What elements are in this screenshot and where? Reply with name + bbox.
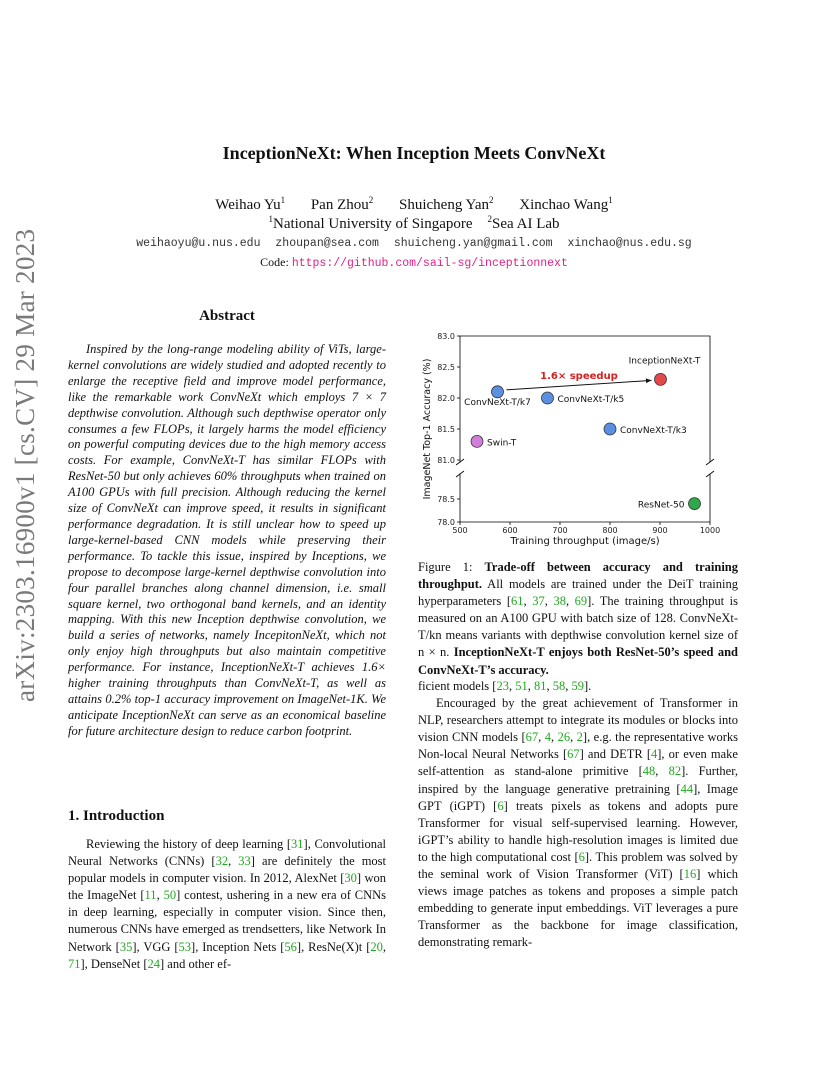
data-point [655,373,667,385]
y-tick-label: 78.0 [437,518,455,527]
citation-link[interactable]: 56 [284,939,297,954]
scatter-chart [418,328,728,548]
y-tick-label: 82.0 [437,394,455,403]
data-point [604,423,616,435]
caption-label: Figure 1: [418,560,473,574]
citation-link[interactable]: 50 [163,888,177,903]
citation-link[interactable]: 4 [544,730,551,745]
citation-link[interactable]: 58 [552,679,566,693]
caption-bold-lead: Trade-off between accuracy and training throughput. [418,560,739,592]
email-3: shuicheng.yan@gmail.com [393,237,553,250]
citation-link[interactable]: 30 [344,871,357,886]
y-axis-label: ImageNet Top-1 Accuracy (%) [422,358,433,500]
citation-link[interactable]: 61 [511,594,524,609]
arxiv-stamp: arXiv:2303.16900v1 [cs.CV] 29 Mar 2023 [10,228,40,702]
section-heading-introduction: 1. Introduction [68,808,165,824]
x-axis-label: Training throughput (image/s) [510,536,660,547]
paper-title: InceptionNeXt: When Inception Meets ConvNeXt [222,143,606,163]
data-point-label: ConvNeXt-T/k3 [620,426,687,436]
data-point-label: ResNet-50 [637,500,685,511]
citation-link[interactable]: 6 [578,849,585,864]
citation-link[interactable]: 11 [144,888,157,903]
y-tick-label: 81.0 [437,456,455,465]
author-3: Shuicheng Yan$^2$ [399,195,494,213]
figure-1-chart [418,328,728,553]
data-point-label: ConvNeXt-T/k7 [464,397,531,408]
citation-link[interactable]: 6 [497,798,504,813]
citation-link[interactable]: 2 [576,730,583,745]
data-point-label: Swin-T [487,438,517,449]
citation-link[interactable]: 67 [525,730,539,745]
email-1: weihaoyu@u.nus.edu [136,237,261,250]
citation-link[interactable]: 37 [532,594,545,609]
citation-link[interactable]: 33 [238,854,251,869]
author-4: Xinchao Wang$^1$ [519,195,613,213]
data-point [689,498,701,510]
citation-link[interactable]: 24 [147,956,160,971]
data-point [492,386,504,398]
y-tick-label: 81.5 [437,425,455,434]
email-2: zhoupan@sea.com [275,237,379,250]
citation-link[interactable]: 71 [68,956,81,971]
data-point-label: InceptionNeXt-T [628,356,701,367]
data-point-label: ConvNeXt-T/k5 [557,395,625,405]
y-tick-label: 83.0 [437,332,455,341]
x-tick-label: 800 [602,526,618,535]
citation-link[interactable]: 81 [533,679,547,693]
code-line: Code: https://github.com/sail-sg/inceptionnext [260,255,568,270]
citation-link[interactable]: 53 [178,939,192,954]
figure-caption: Figure 1: Trade-off between accuracy and training throughput. All models are trained under the DeiT training hyperparameters [61, 37, 38, 69]. The training throughput is measured on an A100 GPU with batch size of 128. ConvNeXt-T/kn means variants with depthwise convolution kernel size of n × n. InceptionNeXt-T enjoys both ResNet-50’s speed and ConvNeXt-T’s accuracy. [418,560,739,677]
citation-link[interactable]: 26 [557,730,571,745]
author-list [0,195,828,214]
y-tick-label: 78.5 [437,495,455,504]
x-tick-label: 600 [502,526,518,535]
y-tick-label: 82.5 [437,363,455,372]
citation-link[interactable]: 67 [567,747,580,762]
x-tick-label: 900 [652,526,668,535]
email-4: xinchao@nus.edu.sg [567,237,692,250]
email-list [0,237,828,250]
code-link[interactable]: https://github.com/sail-sg/inceptionnext [291,257,568,270]
abstract-heading: Abstract [199,308,255,324]
citation-link[interactable]: 82 [668,764,682,779]
citation-link[interactable]: 59 [571,679,584,693]
author-1: Weihao Yu$^1$ [215,195,286,213]
citation-link[interactable]: 16 [683,867,697,882]
citation-link[interactable]: 20 [370,939,383,954]
speedup-arrowhead [646,378,652,383]
affiliations: $^1$National University of Singapore $^2$Sea AI Lab [268,214,560,232]
data-point [471,435,483,447]
citation-link[interactable]: 48 [642,764,656,779]
plot-frame-lower [460,474,710,522]
citation-link[interactable]: 4 [651,747,658,762]
citation-link[interactable]: 69 [574,594,588,609]
caption-bold-tail: InceptionNeXt-T enjoys both ResNet-50’s speed and ConvNeXt-T’s accuracy. [418,645,738,677]
citation-link[interactable]: 35 [119,939,133,954]
x-tick-label: 1000 [699,526,721,535]
abstract-text: Inspired by the long-range modeling ability of ViTs, large-kernel convolutions are widely studied and adopted recently to enlarge the receptive field and improve model performance, like the remarkable work ConvNeXt which employs 7 × 7 depthwise convolution. Although such depthwise operator only consumes a few FLOPs, it largely harms the model efficiency on powerful computing devices due to the high memory access costs. For example, ConvNeXt-T has similar FLOPs with ResNet-50 but only achieves 60% throughputs when trained on A100 GPUs with full precision. Although reducing the kernel size of ConvNeXt can improve speed, it results in significant performance degradation. It is still unclear how to speed up large-kernel-based CNN models while preserving their performance. To tackle this issue, inspired by Inceptions, we propose to decompose large-kernel depthwise convolution into four parallel branches along channel dimension, i.e. small square kernel, two orthogonal band kernels, and an identity mapping. With this new Inception depthwise convolution, we build a series of networks, namely IncepitonNeXt, which not only enjoy high throughputs but also maintain competitive performance. For instance, InceptionNeXt-T achieves 1.6× higher training throughputs than ConvNeXt-T, as well as attains 0.2% top-1 accuracy improvement on ImageNet-1K. We anticipate InceptionNeXt can serve as an economical baseline for future architecture design to reduce carbon footprint. [68,342,386,738]
x-tick-label: 700 [552,526,568,535]
x-tick-label: 500 [452,526,468,535]
citation-link[interactable]: 23 [496,679,509,693]
speedup-annotation: 1.6× speedup [540,371,618,383]
citation-link[interactable]: 32 [215,854,229,869]
data-point [542,392,554,404]
citation-link[interactable]: 38 [553,594,566,609]
citation-link[interactable]: 31 [291,837,304,851]
author-2: Pan Zhou$^2$ [310,195,374,213]
right-column-text: ficient models [23, 51, 81, 58, 59]. Encouraged by the great achievement of Transformer in NLP, researchers attempt to integrate its modules or blocks into vision CNN models [67, 4, 26, 2], e.g. the representative works Non-local Neural Networks [67] and DETR [4], or even make self-attention as stand-alone primitive [48, 82]. Further, inspired by the language generative pretraining [44], Image GPT (iGPT) [6] treats pixels as tokens and adopts pure Transformer for visual self-supervised learning. However, iGPT’s ability to handle high-resolution images is limited due to the high computational cost [6]. This problem was solved by the seminal work of Vision Transformer (ViT) [16] which views image patches as tokens and proposes a simple patch embedding to generate input embeddings. ViT leverages a pure Transformer as the backbone for image classification, demonstrating remark- [418,679,739,950]
citation-link[interactable]: 44 [680,781,694,796]
intro-paragraph: Reviewing the history of deep learning [31], Convolutional Neural Networks (CNNs) [32, 33] are definitely the most popular models in computer vision. In 2012, AlexNet [30] won the ImageNet [11, 50] contest, ushering in a new era of CNNs in deep learning, especially in computer vision. Since then, numerous CNNs have emerged as trendsetters, like Network In Network [35], VGG [53], Inception Nets [56], ResNe(X)t [20, 71], DenseNet [24] and other ef- [68,837,387,971]
citation-link[interactable]: 51 [515,679,528,693]
